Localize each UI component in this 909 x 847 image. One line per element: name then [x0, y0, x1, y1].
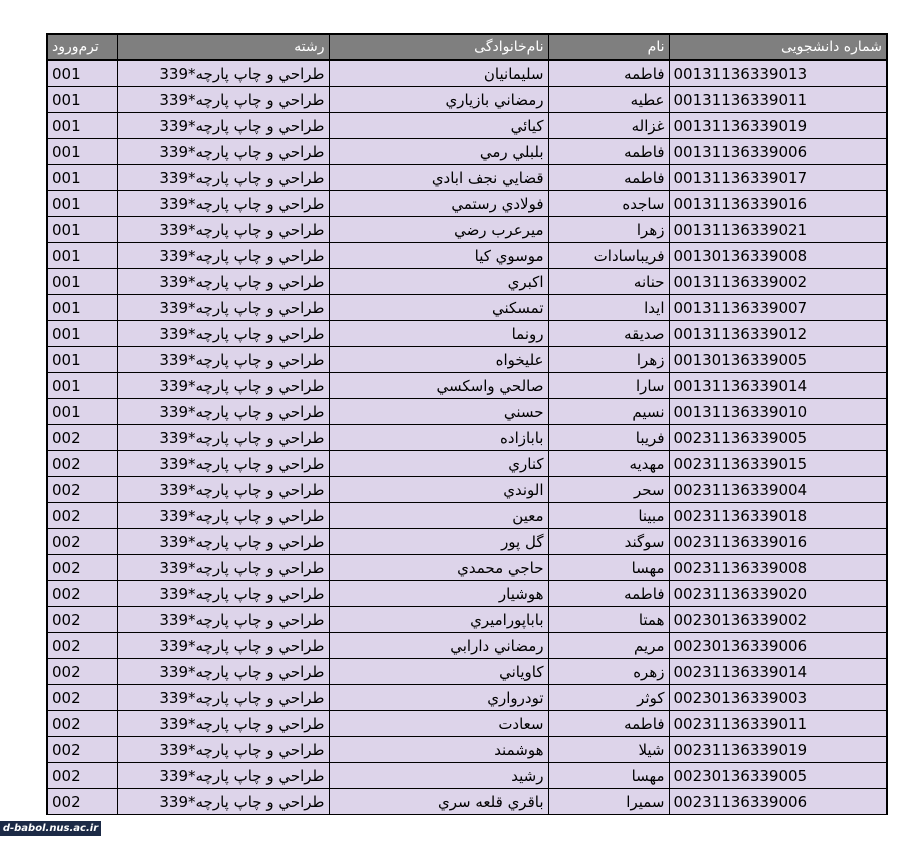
table-row: [47, 191, 887, 217]
cell-family: بلبلي رمي: [329, 139, 548, 165]
cell-student-id: 00231136339019: [669, 737, 887, 763]
table-row: [47, 139, 887, 165]
header-major: رشته: [117, 34, 329, 60]
cell-family: رشيد: [329, 763, 548, 789]
cell-family: قضايي نجف ابادي: [329, 165, 548, 191]
table-row: [47, 711, 887, 737]
cell-student-id: 00231136339016: [669, 529, 887, 555]
cell-student-id: 00230136339006: [669, 633, 887, 659]
cell-student-id: 00131136339007: [669, 295, 887, 321]
cell-term: 001: [47, 217, 117, 243]
cell-family: هوشيار: [329, 581, 548, 607]
cell-term: 002: [47, 425, 117, 451]
table-row: [47, 217, 887, 243]
cell-family: رمضاني بازياري: [329, 87, 548, 113]
cell-name: فاطمه: [548, 165, 669, 191]
cell-name: فريبا: [548, 425, 669, 451]
cell-major: طراحي و چاپ پارچه*339: [117, 425, 329, 451]
cell-student-id: 00131136339014: [669, 373, 887, 399]
table-row: [47, 659, 887, 685]
cell-major: طراحي و چاپ پارچه*339: [117, 763, 329, 789]
header-name: نام: [548, 34, 669, 60]
cell-major: طراحي و چاپ پارچه*339: [117, 503, 329, 529]
cell-major: طراحي و چاپ پارچه*339: [117, 789, 329, 815]
cell-term: 002: [47, 607, 117, 633]
cell-student-id: 00231136339018: [669, 503, 887, 529]
cell-family: اكبري: [329, 269, 548, 295]
cell-student-id: 00131136339011: [669, 87, 887, 113]
table-row: [47, 347, 887, 373]
cell-term: 002: [47, 789, 117, 815]
cell-name: صديقه: [548, 321, 669, 347]
cell-name: زهرا: [548, 217, 669, 243]
cell-term: 002: [47, 659, 117, 685]
cell-name: كوثر: [548, 685, 669, 711]
table-row: [47, 503, 887, 529]
table-row: [47, 789, 887, 815]
cell-major: طراحي و چاپ پارچه*339: [117, 555, 329, 581]
cell-major: طراحي و چاپ پارچه*339: [117, 737, 329, 763]
cell-major: طراحي و چاپ پارچه*339: [117, 451, 329, 477]
cell-name: سوگند: [548, 529, 669, 555]
cell-major: طراحي و چاپ پارچه*339: [117, 347, 329, 373]
cell-family: سعادت: [329, 711, 548, 737]
table-row: [47, 425, 887, 451]
cell-term: 001: [47, 399, 117, 425]
cell-major: طراحي و چاپ پارچه*339: [117, 477, 329, 503]
header-term: ترم‌ورود: [47, 34, 117, 60]
cell-student-id: 00131136339017: [669, 165, 887, 191]
cell-major: طراحي و چاپ پارچه*339: [117, 60, 329, 87]
header-row: [47, 34, 887, 60]
cell-term: 001: [47, 113, 117, 139]
cell-major: طراحي و چاپ پارچه*339: [117, 711, 329, 737]
cell-major: طراحي و چاپ پارچه*339: [117, 529, 329, 555]
table-row: [47, 399, 887, 425]
cell-term: 002: [47, 451, 117, 477]
cell-term: 001: [47, 321, 117, 347]
cell-major: طراحي و چاپ پارچه*339: [117, 685, 329, 711]
table-row: [47, 165, 887, 191]
table-row: [47, 113, 887, 139]
cell-family: كيائي: [329, 113, 548, 139]
cell-family: حاجي محمدي: [329, 555, 548, 581]
cell-name: فاطمه: [548, 711, 669, 737]
table-row: [47, 555, 887, 581]
cell-name: سارا: [548, 373, 669, 399]
table-row: [47, 763, 887, 789]
cell-name: مهسا: [548, 555, 669, 581]
table-row: [47, 633, 887, 659]
site-watermark: d-babol.nus.ac.ir: [0, 821, 101, 836]
cell-name: زهرا: [548, 347, 669, 373]
header-student-id: شماره دانشجویی: [669, 34, 887, 60]
table-row: [47, 321, 887, 347]
table-body: [47, 60, 887, 815]
cell-term: 002: [47, 503, 117, 529]
cell-student-id: 00231136339004: [669, 477, 887, 503]
cell-term: 002: [47, 763, 117, 789]
cell-student-id: 00130136339008: [669, 243, 887, 269]
table-row: [47, 87, 887, 113]
cell-name: سحر: [548, 477, 669, 503]
cell-family: فولادي رستمي: [329, 191, 548, 217]
cell-student-id: 00131136339010: [669, 399, 887, 425]
cell-major: طراحي و چاپ پارچه*339: [117, 139, 329, 165]
table-row: [47, 451, 887, 477]
cell-term: 001: [47, 373, 117, 399]
cell-student-id: 00131136339013: [669, 60, 887, 87]
cell-family: معين: [329, 503, 548, 529]
cell-name: حنانه: [548, 269, 669, 295]
cell-name: فاطمه: [548, 139, 669, 165]
cell-student-id: 00231136339008: [669, 555, 887, 581]
cell-major: طراحي و چاپ پارچه*339: [117, 87, 329, 113]
table-row: [47, 685, 887, 711]
cell-family: باقري قلعه سري: [329, 789, 548, 815]
cell-term: 001: [47, 347, 117, 373]
cell-major: طراحي و چاپ پارچه*339: [117, 581, 329, 607]
cell-family: سليمانيان: [329, 60, 548, 87]
cell-term: 002: [47, 529, 117, 555]
cell-family: كناري: [329, 451, 548, 477]
cell-major: طراحي و چاپ پارچه*339: [117, 321, 329, 347]
cell-name: شيلا: [548, 737, 669, 763]
table-row: [47, 737, 887, 763]
cell-family: ميرعرب رضي: [329, 217, 548, 243]
table-row: [47, 60, 887, 87]
cell-term: 002: [47, 685, 117, 711]
cell-major: طراحي و چاپ پارچه*339: [117, 295, 329, 321]
cell-major: طراحي و چاپ پارچه*339: [117, 373, 329, 399]
cell-family: تمسكني: [329, 295, 548, 321]
cell-student-id: 00231136339006: [669, 789, 887, 815]
cell-name: همتا: [548, 607, 669, 633]
cell-major: طراحي و چاپ پارچه*339: [117, 399, 329, 425]
cell-family: عليخواه: [329, 347, 548, 373]
cell-major: طراحي و چاپ پارچه*339: [117, 217, 329, 243]
cell-family: رمضاني دارابي: [329, 633, 548, 659]
table-row: [47, 581, 887, 607]
cell-major: طراحي و چاپ پارچه*339: [117, 633, 329, 659]
cell-student-id: 00131136339006: [669, 139, 887, 165]
cell-name: مهديه: [548, 451, 669, 477]
cell-family: هوشمند: [329, 737, 548, 763]
cell-family: الوندي: [329, 477, 548, 503]
cell-name: سميرا: [548, 789, 669, 815]
cell-major: طراحي و چاپ پارچه*339: [117, 243, 329, 269]
cell-family: رونما: [329, 321, 548, 347]
cell-term: 002: [47, 737, 117, 763]
cell-student-id: 00131136339002: [669, 269, 887, 295]
cell-family: بابازاده: [329, 425, 548, 451]
cell-student-id: 00131136339019: [669, 113, 887, 139]
cell-family: كاوياني: [329, 659, 548, 685]
table-row: [47, 295, 887, 321]
cell-major: طراحي و چاپ پارچه*339: [117, 269, 329, 295]
cell-family: حسني: [329, 399, 548, 425]
cell-student-id: 00231136339011: [669, 711, 887, 737]
cell-family: گل پور: [329, 529, 548, 555]
cell-name: نسيم: [548, 399, 669, 425]
cell-major: طراحي و چاپ پارچه*339: [117, 607, 329, 633]
cell-name: فاطمه: [548, 60, 669, 87]
cell-term: 002: [47, 477, 117, 503]
cell-term: 002: [47, 711, 117, 737]
cell-major: طراحي و چاپ پارچه*339: [117, 191, 329, 217]
cell-student-id: 00230136339005: [669, 763, 887, 789]
cell-name: زهره: [548, 659, 669, 685]
cell-term: 001: [47, 60, 117, 87]
cell-term: 001: [47, 139, 117, 165]
table-row: [47, 529, 887, 555]
cell-name: عطيه: [548, 87, 669, 113]
table-row: [47, 269, 887, 295]
cell-student-id: 00231136339020: [669, 581, 887, 607]
cell-term: 001: [47, 295, 117, 321]
cell-term: 001: [47, 243, 117, 269]
cell-term: 002: [47, 555, 117, 581]
cell-family: تودرواري: [329, 685, 548, 711]
student-table: [46, 33, 888, 815]
cell-student-id: 00130136339005: [669, 347, 887, 373]
table-row: [47, 243, 887, 269]
cell-student-id: 00231136339014: [669, 659, 887, 685]
cell-term: 002: [47, 581, 117, 607]
cell-student-id: 00131136339012: [669, 321, 887, 347]
cell-name: مريم: [548, 633, 669, 659]
cell-major: طراحي و چاپ پارچه*339: [117, 659, 329, 685]
cell-term: 001: [47, 269, 117, 295]
cell-term: 001: [47, 87, 117, 113]
cell-student-id: 00231136339005: [669, 425, 887, 451]
cell-family: صالحي واسكسي: [329, 373, 548, 399]
cell-student-id: 00230136339003: [669, 685, 887, 711]
cell-student-id: 00131136339016: [669, 191, 887, 217]
cell-term: 002: [47, 633, 117, 659]
table-row: [47, 477, 887, 503]
cell-name: ساجده: [548, 191, 669, 217]
cell-name: فاطمه: [548, 581, 669, 607]
cell-student-id: 00231136339015: [669, 451, 887, 477]
table-row: [47, 607, 887, 633]
cell-name: مهسا: [548, 763, 669, 789]
cell-name: مبينا: [548, 503, 669, 529]
cell-student-id: 00131136339021: [669, 217, 887, 243]
cell-term: 001: [47, 191, 117, 217]
cell-major: طراحي و چاپ پارچه*339: [117, 165, 329, 191]
cell-student-id: 00230136339002: [669, 607, 887, 633]
cell-major: طراحي و چاپ پارچه*339: [117, 113, 329, 139]
cell-term: 001: [47, 165, 117, 191]
cell-name: فريباسادات: [548, 243, 669, 269]
cell-family: موسوي كيا: [329, 243, 548, 269]
cell-name: غزاله: [548, 113, 669, 139]
cell-name: ايدا: [548, 295, 669, 321]
cell-family: باباپوراميري: [329, 607, 548, 633]
header-family: نام‌خانوادگی: [329, 34, 548, 60]
table-row: [47, 373, 887, 399]
